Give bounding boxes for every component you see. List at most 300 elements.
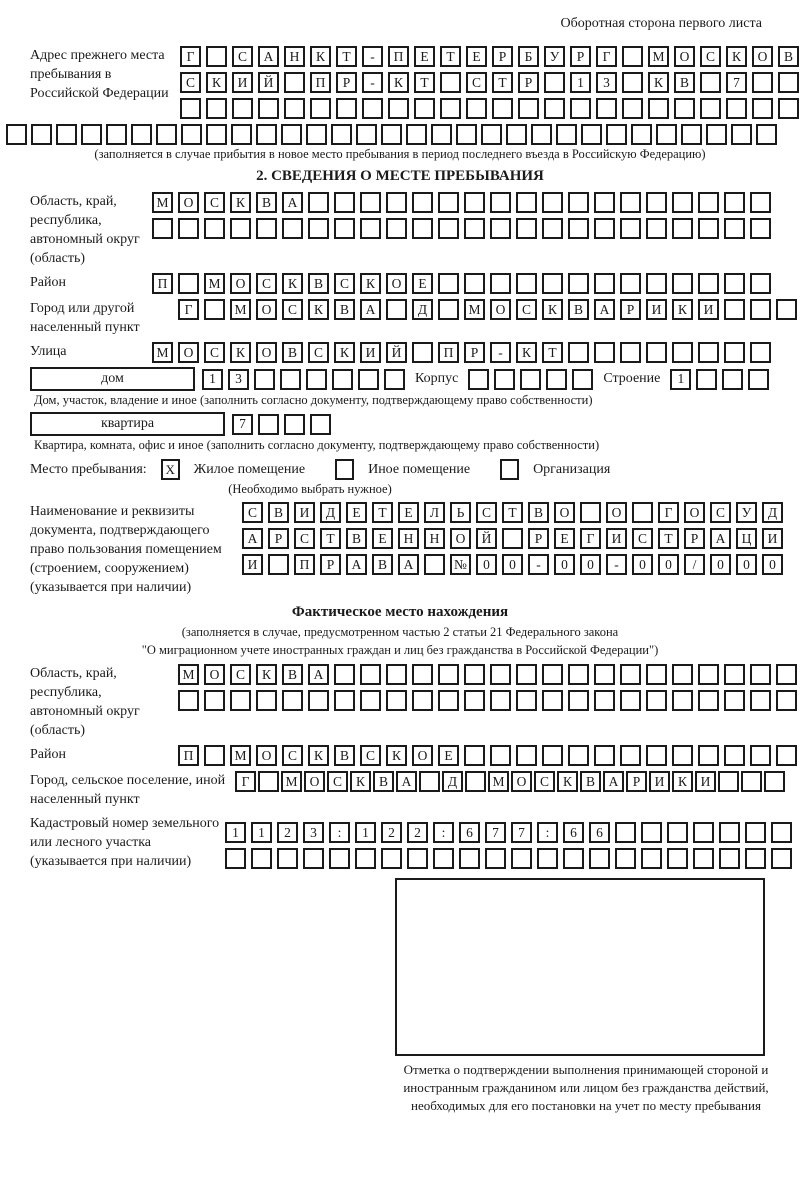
char-box: Н [424, 528, 445, 549]
district-row [152, 273, 771, 294]
char-box [724, 299, 745, 320]
char-box: М [152, 192, 173, 213]
char-box: С [204, 192, 225, 213]
char-box: Л [424, 502, 445, 523]
region-rows [152, 192, 771, 239]
char-box [542, 273, 563, 294]
char-box [336, 98, 357, 119]
char-box: Е [372, 528, 393, 549]
char-box: А [594, 299, 615, 320]
char-box [206, 124, 227, 145]
char-box: Е [438, 745, 459, 766]
char-box [568, 273, 589, 294]
char-box [672, 273, 693, 294]
char-box: О [450, 528, 471, 549]
char-box: К [726, 46, 747, 67]
char-box: В [334, 299, 355, 320]
char-box: 1 [225, 822, 246, 843]
char-box [722, 369, 743, 390]
char-box: С [282, 299, 303, 320]
char-box [502, 528, 523, 549]
cadastral-rows [225, 822, 792, 869]
char-box [656, 124, 677, 145]
char-box [646, 218, 667, 239]
prev-address-field [0, 46, 800, 119]
char-box: П [294, 554, 315, 575]
char-box [724, 192, 745, 213]
char-box: К [256, 664, 277, 685]
char-box: 2 [277, 822, 298, 843]
char-box: А [346, 554, 367, 575]
char-box [466, 98, 487, 119]
char-box: 7 [485, 822, 506, 843]
char-box [726, 98, 747, 119]
char-box [106, 124, 127, 145]
char-box [700, 98, 721, 119]
char-box: М [281, 771, 302, 792]
char-box [778, 72, 799, 93]
char-box [568, 664, 589, 685]
char-box: : [433, 822, 454, 843]
char-box [230, 218, 251, 239]
char-box [620, 218, 641, 239]
option-other-premises-label: Иное помещение [368, 461, 471, 477]
char-box [334, 664, 355, 685]
char-box [724, 690, 745, 711]
char-box [511, 848, 532, 869]
char-box [332, 369, 353, 390]
char-box: О [230, 273, 251, 294]
char-box [698, 192, 719, 213]
region2-label: Область, край, республика, автономный округ (область) [30, 666, 140, 738]
char-box: Е [554, 528, 575, 549]
char-box [282, 218, 303, 239]
char-box: И [242, 554, 263, 575]
char-box: С [242, 502, 263, 523]
char-box: О [752, 46, 773, 67]
confirmation-caption: Отметка о подтверждении выполнения принимающей стороной и иностранным гражданином или лицом без гражданства действий, необходимых для его постановки на учет по месту пребывания [403, 1062, 769, 1113]
char-box [181, 124, 202, 145]
char-box [481, 124, 502, 145]
char-box [386, 299, 407, 320]
char-box: К [672, 299, 693, 320]
char-box [641, 848, 662, 869]
char-box [360, 690, 381, 711]
char-box [594, 342, 615, 363]
prev-address-caption: (заполняется в случае прибытия в новое место пребывания в период последнего въезда в Российскую Федерацию) [94, 147, 706, 161]
char-box [594, 690, 615, 711]
char-box: С [230, 664, 251, 685]
char-box: А [282, 192, 303, 213]
prev-address-row-3 [180, 98, 799, 119]
city2-label: Город, сельское поселение, иной населенный пункт [30, 773, 226, 807]
char-box: П [388, 46, 409, 67]
char-box: - [490, 342, 511, 363]
korpus-label: Корпус [415, 371, 459, 386]
char-box: 0 [580, 554, 601, 575]
char-box: В [282, 342, 303, 363]
char-box [696, 369, 717, 390]
char-box: О [178, 342, 199, 363]
char-box: К [350, 771, 371, 792]
char-box [412, 690, 433, 711]
char-box: 1 [355, 822, 376, 843]
char-box [31, 124, 52, 145]
char-box [568, 690, 589, 711]
char-box [620, 745, 641, 766]
char-box [284, 98, 305, 119]
region-label: Область, край, республика, автономный округ (область) [30, 194, 140, 266]
apartment-type-box: квартира [30, 412, 225, 436]
prev-address-row-1 [180, 46, 799, 67]
checkbox-organization [500, 459, 519, 480]
char-box [615, 848, 636, 869]
char-box [280, 369, 301, 390]
char-box: Р [626, 771, 647, 792]
char-box [719, 848, 740, 869]
char-box [741, 771, 762, 792]
char-box [384, 369, 405, 390]
char-box: А [242, 528, 263, 549]
char-box: Г [658, 502, 679, 523]
char-box [748, 369, 769, 390]
char-box [152, 218, 173, 239]
char-box: О [490, 299, 511, 320]
stay-type-label: Место пребывания: [30, 461, 147, 477]
char-box [724, 218, 745, 239]
char-box: А [396, 771, 417, 792]
char-box [752, 72, 773, 93]
char-box: В [372, 554, 393, 575]
house-type-box: дом [30, 367, 195, 391]
char-box [424, 554, 445, 575]
char-box [542, 192, 563, 213]
char-box: К [282, 273, 303, 294]
char-box: Е [466, 46, 487, 67]
char-box: К [360, 273, 381, 294]
char-box: - [362, 72, 383, 93]
char-box [386, 664, 407, 685]
char-box: О [256, 342, 277, 363]
char-box [232, 98, 253, 119]
char-box [406, 124, 427, 145]
char-box [310, 98, 331, 119]
char-box: О [304, 771, 325, 792]
char-box: : [537, 822, 558, 843]
char-box: И [695, 771, 716, 792]
char-box [752, 98, 773, 119]
char-box [764, 771, 785, 792]
char-box: В [778, 46, 799, 67]
char-box [750, 299, 771, 320]
char-box: О [256, 745, 277, 766]
char-box [204, 690, 225, 711]
char-box [494, 369, 515, 390]
char-box [750, 664, 771, 685]
char-box: - [606, 554, 627, 575]
char-box [490, 664, 511, 685]
char-box: К [557, 771, 578, 792]
char-box [225, 848, 246, 869]
char-box [256, 690, 277, 711]
char-box [251, 848, 272, 869]
char-box [284, 414, 305, 435]
char-box: С [334, 273, 355, 294]
char-box [206, 98, 227, 119]
char-box: В [528, 502, 549, 523]
char-box: 0 [632, 554, 653, 575]
char-box [381, 124, 402, 145]
char-box [706, 124, 727, 145]
char-box: Т [502, 502, 523, 523]
cadastral-row-1 [225, 822, 792, 843]
char-box [431, 124, 452, 145]
prev-address-row-2 [180, 72, 799, 93]
cadastral-row-2 [225, 848, 792, 869]
char-box [464, 218, 485, 239]
char-box [306, 124, 327, 145]
char-box [386, 192, 407, 213]
char-box: В [568, 299, 589, 320]
char-box: Г [178, 299, 199, 320]
char-box [438, 218, 459, 239]
char-box [306, 369, 327, 390]
char-box [698, 342, 719, 363]
char-box: Р [570, 46, 591, 67]
char-box: 1 [670, 369, 691, 390]
char-box: М [230, 745, 251, 766]
char-box [386, 690, 407, 711]
district-field [0, 273, 800, 294]
char-box: - [528, 554, 549, 575]
char-box [731, 124, 752, 145]
char-box [284, 72, 305, 93]
char-box [506, 124, 527, 145]
char-box: 0 [554, 554, 575, 575]
char-box: Т [440, 46, 461, 67]
char-box: 3 [596, 72, 617, 93]
stay-type-caption: (Необходимо выбрать нужное) [228, 482, 392, 496]
char-box [516, 745, 537, 766]
char-box: П [178, 745, 199, 766]
char-box: К [516, 342, 537, 363]
char-box [81, 124, 102, 145]
char-box [308, 690, 329, 711]
char-box [310, 414, 331, 435]
char-box [750, 218, 771, 239]
char-box: Г [596, 46, 617, 67]
char-box: С [327, 771, 348, 792]
char-box [407, 848, 428, 869]
apartment-caption: Квартира, комната, офис и иное (заполнить согласно документу, подтверждающему право собственности) [34, 438, 600, 452]
char-box: Ц [736, 528, 757, 549]
char-box: Р [528, 528, 549, 549]
char-box [542, 745, 563, 766]
char-box: 7 [232, 414, 253, 435]
char-box: С [360, 745, 381, 766]
char-box [414, 98, 435, 119]
char-box [204, 218, 225, 239]
char-box [745, 822, 766, 843]
char-box [570, 98, 591, 119]
char-box: А [398, 554, 419, 575]
char-box [771, 822, 792, 843]
char-box [464, 690, 485, 711]
char-box [698, 664, 719, 685]
char-box [776, 299, 797, 320]
char-box [464, 273, 485, 294]
char-box [719, 822, 740, 843]
char-box [672, 218, 693, 239]
stroenie-label: Строение [603, 371, 661, 386]
char-box [698, 218, 719, 239]
char-box [178, 690, 199, 711]
char-box: № [450, 554, 471, 575]
char-box [360, 218, 381, 239]
char-box [516, 690, 537, 711]
char-box: Р [684, 528, 705, 549]
char-box: Й [476, 528, 497, 549]
prev-address-label: Адрес прежнего места пребывания в Российской Федерации [30, 48, 169, 101]
option-organization-label: Организация [533, 461, 611, 477]
char-box: Д [762, 502, 783, 523]
street-field [0, 342, 800, 363]
district2-field [0, 745, 800, 766]
char-box: Р [620, 299, 641, 320]
char-box [581, 124, 602, 145]
char-box [329, 848, 350, 869]
char-box: С [294, 528, 315, 549]
char-box [277, 848, 298, 869]
char-box [131, 124, 152, 145]
apartment-row [0, 412, 800, 436]
char-box [667, 848, 688, 869]
char-box [646, 690, 667, 711]
char-box [438, 192, 459, 213]
char-box: К [386, 745, 407, 766]
char-box: М [178, 664, 199, 685]
char-box [622, 72, 643, 93]
char-box [776, 664, 797, 685]
prev-address-rows [180, 46, 799, 119]
char-box [258, 98, 279, 119]
checkbox-other-premises [335, 459, 354, 480]
char-box: Т [336, 46, 357, 67]
char-box [412, 218, 433, 239]
char-box: В [282, 664, 303, 685]
house-row [0, 367, 800, 391]
char-box: Р [336, 72, 357, 93]
char-box [693, 822, 714, 843]
region2-row-2 [178, 690, 797, 711]
char-box: О [204, 664, 225, 685]
char-box [778, 98, 799, 119]
char-box: Й [258, 72, 279, 93]
char-box [620, 342, 641, 363]
char-box [459, 848, 480, 869]
city-label: Город или другой населенный пункт [30, 301, 140, 335]
cadastral-label: Кадастровый номер земельного или лесного участка (указывается при наличии) [30, 816, 220, 869]
char-box: С [700, 46, 721, 67]
char-box: У [544, 46, 565, 67]
char-box [750, 690, 771, 711]
char-box: - [362, 46, 383, 67]
apartment-cells [232, 414, 331, 435]
district2-row [178, 745, 797, 766]
char-box: О [412, 745, 433, 766]
char-box [693, 848, 714, 869]
char-box [178, 218, 199, 239]
char-box [386, 218, 407, 239]
char-box: Г [235, 771, 256, 792]
char-box: О [554, 502, 575, 523]
char-box [256, 218, 277, 239]
char-box [620, 273, 641, 294]
city2-row [235, 771, 785, 792]
char-box [750, 192, 771, 213]
char-box [490, 218, 511, 239]
char-box: Е [412, 273, 433, 294]
char-box [6, 124, 27, 145]
char-box [531, 124, 552, 145]
char-box: Е [346, 502, 367, 523]
char-box [620, 690, 641, 711]
char-box: В [346, 528, 367, 549]
char-box [620, 664, 641, 685]
char-box [750, 745, 771, 766]
char-box [303, 848, 324, 869]
prev-address-row-4 [0, 124, 800, 145]
char-box [465, 771, 486, 792]
char-box [490, 192, 511, 213]
char-box [334, 192, 355, 213]
char-box [672, 664, 693, 685]
char-box: Т [372, 502, 393, 523]
char-box: О [684, 502, 705, 523]
char-box [412, 664, 433, 685]
char-box: 1 [570, 72, 591, 93]
checkbox-residential: X [161, 459, 180, 480]
char-box: С [534, 771, 555, 792]
char-box: А [603, 771, 624, 792]
char-box: К [206, 72, 227, 93]
char-box [544, 72, 565, 93]
char-box [356, 124, 377, 145]
char-box [771, 848, 792, 869]
region-row-1 [152, 192, 771, 213]
char-box [537, 848, 558, 869]
char-box: В [334, 745, 355, 766]
char-box: Д [412, 299, 433, 320]
char-box [750, 273, 771, 294]
char-box [622, 98, 643, 119]
char-box [698, 745, 719, 766]
korpus-cells [468, 369, 593, 390]
char-box [700, 72, 721, 93]
char-box [464, 664, 485, 685]
char-box: Т [414, 72, 435, 93]
char-box [580, 502, 601, 523]
char-box [412, 342, 433, 363]
document-field [0, 502, 800, 597]
char-box [492, 98, 513, 119]
char-box [724, 745, 745, 766]
region2-rows [178, 664, 797, 711]
char-box [594, 745, 615, 766]
char-box: : [329, 822, 350, 843]
char-box [516, 218, 537, 239]
char-box [518, 98, 539, 119]
